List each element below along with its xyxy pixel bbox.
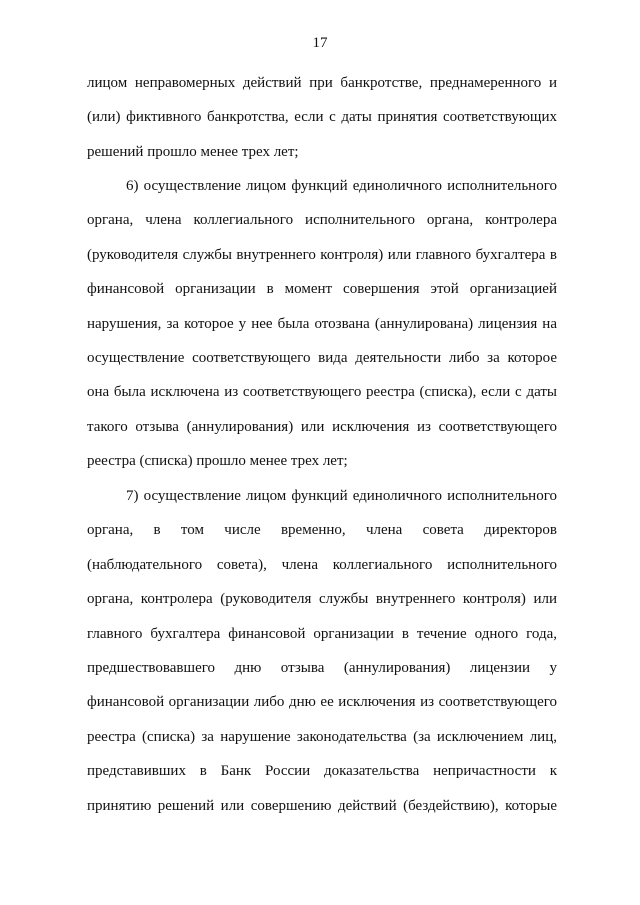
text-line: органа, члена коллегиального исполнительного органа, контролера	[87, 212, 557, 229]
paragraph-continuation	[87, 66, 557, 169]
text-line: она была исключена из соответствующего реестра (списка), если с даты	[87, 384, 557, 401]
text-line: (наблюдательного совета), члена коллегиального исполнительного	[87, 556, 557, 573]
text-line: представивших в Банк России доказательства непричастности к	[87, 763, 557, 780]
text-line: 7) осуществление лицом функций единоличного исполнительного	[126, 488, 557, 504]
text-line: принятию решений или совершению действий (бездействию), которые	[87, 797, 557, 814]
text-line: реестра (списка) прошло менее трех лет;	[87, 453, 348, 470]
text-line: финансовой организации либо дню ее исключения из соответствующего	[87, 694, 557, 711]
paragraph-item-7	[87, 479, 557, 823]
text-line: органа, в том числе временно, члена совета директоров	[87, 522, 557, 539]
paragraph-item-6	[87, 169, 557, 479]
text-line: реестра (списка) за нарушение законодательства (за исключением лиц,	[87, 728, 557, 745]
text-line: нарушения, за которое у нее была отозвана (аннулирована) лицензия на	[87, 315, 557, 332]
text-line: такого отзыва (аннулирования) или исключения из соответствующего	[87, 418, 557, 435]
text-line: финансовой организации в момент совершения этой организацией	[87, 281, 557, 298]
text-line: 6) осуществление лицом функций единоличного исполнительного	[126, 178, 557, 194]
text-line: органа, контролера (руководителя службы внутреннего контроля) или	[87, 591, 557, 608]
text-line: главного бухгалтера финансовой организации в течение одного года,	[87, 625, 557, 642]
text-line: предшествовавшего дню отзыва (аннулирования) лицензии у	[87, 659, 557, 676]
text-line: решений прошло менее трех лет;	[87, 143, 299, 160]
text-line: осуществление соответствующего вида деятельности либо за которое	[87, 349, 557, 366]
text-line: лицом неправомерных действий при банкротстве, преднамеренного и	[87, 75, 557, 91]
text-line: (руководителя службы внутреннего контроля) или главного бухгалтера в	[87, 246, 557, 263]
text-line: (или) фиктивного банкротства, если с даты принятия соответствующих	[87, 109, 557, 126]
page-number: 17	[312, 35, 328, 51]
